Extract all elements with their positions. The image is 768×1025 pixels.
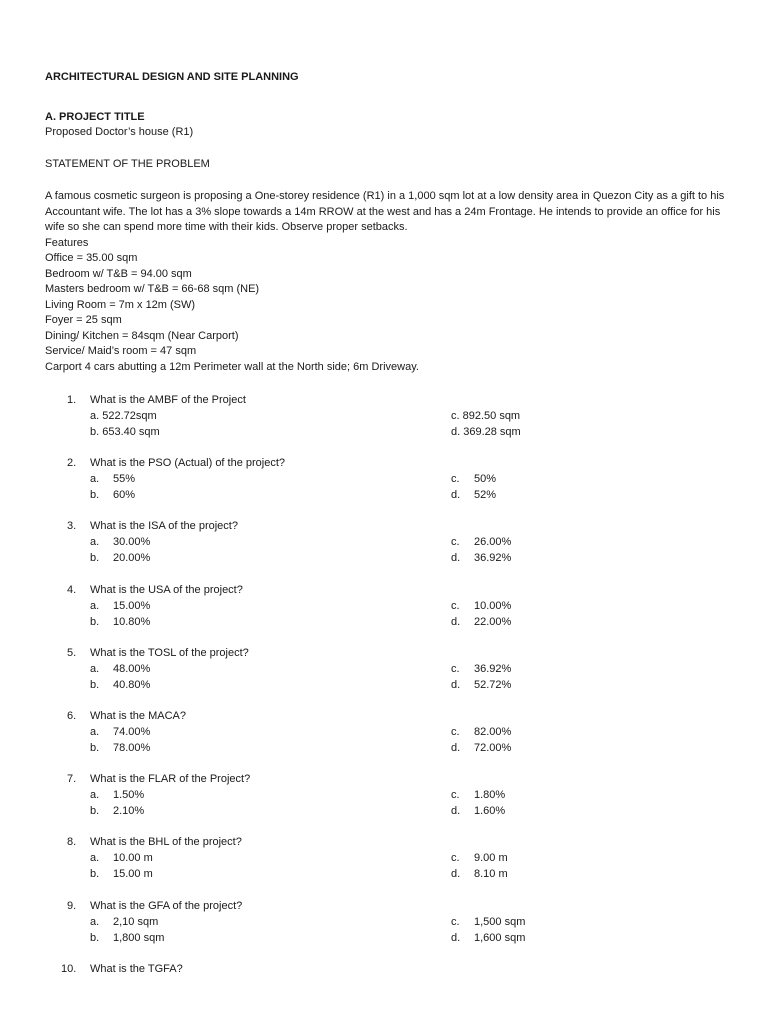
- option-letter: b.: [90, 615, 100, 628]
- question-number: 4.: [67, 583, 77, 596]
- document-title: ARCHITECTURAL DESIGN AND SITE PLANNING: [45, 71, 299, 83]
- question-number: 10.: [61, 962, 77, 975]
- features-list: [45, 251, 735, 375]
- question-item: [45, 646, 735, 709]
- option-text: 1.60%: [474, 805, 506, 818]
- option-letter: a.: [90, 662, 100, 675]
- project-title-heading: A. PROJECT TITLE: [45, 111, 145, 123]
- question-item: [45, 899, 735, 962]
- question-item: [45, 709, 735, 772]
- option-letter: d.: [451, 741, 461, 754]
- option-letter: d.: [451, 868, 461, 881]
- question-item: [45, 519, 735, 582]
- option-text: 2.10%: [113, 805, 145, 818]
- option-text: 20.00%: [113, 552, 151, 565]
- option-letter: b.: [90, 931, 100, 944]
- question-item: [45, 456, 735, 519]
- option-text: 74.00%: [113, 725, 151, 738]
- option-text: b. 653.40 sqm: [90, 426, 160, 438]
- option-text: 22.00%: [474, 615, 512, 628]
- option-letter: b.: [90, 489, 100, 502]
- option-letter: a.: [90, 599, 100, 612]
- option-letter: a.: [90, 789, 100, 802]
- option-letter: c.: [451, 599, 460, 612]
- problem-statement: [45, 189, 735, 375]
- question-number: 5.: [67, 646, 77, 659]
- option-text: 30.00%: [113, 536, 151, 549]
- feature-item: Masters bedroom w/ T&B = 66-68 sqm (NE): [45, 283, 260, 295]
- option-text: 26.00%: [474, 536, 512, 549]
- option-text: 1,600 sqm: [474, 931, 526, 944]
- feature-item: Foyer = 25 sqm: [45, 314, 122, 326]
- option-letter: d.: [451, 489, 461, 502]
- option-letter: c.: [451, 915, 460, 928]
- option-text: 60%: [113, 489, 136, 502]
- question-item: [45, 835, 735, 898]
- feature-item: Service/ Maid’s room = 47 sqm: [45, 345, 197, 357]
- option-letter: b.: [90, 868, 100, 881]
- features-heading: Features: [45, 236, 89, 249]
- option-text: 15.00 m: [113, 868, 153, 881]
- option-letter: a.: [90, 915, 100, 928]
- option-text: 82.00%: [474, 725, 512, 738]
- option-text: 10.00 m: [113, 852, 153, 865]
- feature-item: Bedroom w/ T&B = 94.00 sqm: [45, 267, 192, 280]
- option-text: 1.50%: [113, 789, 145, 802]
- question-item: [45, 393, 735, 456]
- question-number: 8.: [67, 836, 77, 849]
- question-text: What is the BHL of the project?: [90, 836, 242, 849]
- option-text: 50%: [474, 473, 497, 486]
- option-letter: d.: [451, 931, 461, 944]
- option-text: 52%: [474, 489, 497, 502]
- option-text: 10.80%: [113, 615, 151, 628]
- option-letter: c.: [451, 473, 460, 486]
- option-letter: d.: [451, 805, 461, 818]
- option-text: 8.10 m: [474, 868, 508, 881]
- question-text: What is the MACA?: [90, 709, 186, 722]
- option-text: 72.00%: [474, 741, 512, 754]
- option-text: 36.92%: [474, 552, 512, 565]
- question-text: What is the ISA of the project?: [90, 520, 238, 533]
- question-number: 7.: [67, 773, 77, 786]
- option-letter: c.: [451, 536, 460, 549]
- option-letter: d.: [451, 552, 461, 565]
- question-text: What is the GFA of the project?: [90, 899, 243, 912]
- problem-text: A famous cosmetic surgeon is proposing a One-storey residence (R1) in a 1,000 sqm lot at a low density area in Quezon City as a gift to his Accountant wife. The lot has a 3% slope towards a 14m RROW at the west and has a 24m Frontage. He intends to provide an office for his wife so she can spend more time with their kids. Observe proper setbacks.: [45, 190, 725, 233]
- option-letter: c.: [451, 852, 460, 865]
- question-number: 1.: [67, 394, 77, 406]
- option-letter: c.: [451, 725, 460, 738]
- option-text: 1,800 sqm: [113, 931, 165, 944]
- option-text: 10.00%: [474, 599, 512, 612]
- question-number: 9.: [67, 899, 77, 912]
- option-letter: a.: [90, 852, 100, 865]
- feature-item: Living Room = 7m x 12m (SW): [45, 298, 196, 311]
- question-text: What is the PSO (Actual) of the project?: [90, 457, 286, 470]
- option-letter: b.: [90, 805, 100, 818]
- option-letter: b.: [90, 678, 100, 691]
- question-list: [45, 393, 735, 1025]
- option-letter: d.: [451, 678, 461, 691]
- question-text: What is the FLAR of the Project?: [90, 773, 251, 786]
- question-item: [45, 772, 735, 835]
- project-title-value: Proposed Doctor’s house (R1): [45, 126, 194, 138]
- question-text: What is the USA of the project?: [90, 583, 243, 596]
- option-letter: a.: [90, 725, 100, 738]
- option-letter: c.: [451, 789, 460, 802]
- question-text: What is the TGFA?: [90, 962, 183, 975]
- option-text: a. 522.72sqm: [90, 410, 157, 422]
- question-item: [45, 583, 735, 646]
- option-letter: b.: [90, 552, 100, 565]
- option-text: 48.00%: [113, 662, 151, 675]
- question-number: 6.: [67, 709, 77, 722]
- question-text: What is the AMBF of the Project: [90, 394, 246, 406]
- option-text: c. 892.50 sqm: [451, 410, 521, 422]
- option-text: 15.00%: [113, 599, 151, 612]
- option-text: 2,10 sqm: [113, 915, 159, 928]
- option-text: 78.00%: [113, 741, 151, 754]
- feature-item: Office = 35.00 sqm: [45, 252, 138, 264]
- option-letter: c.: [451, 662, 460, 675]
- question-number: 2.: [67, 457, 77, 470]
- option-letter: a.: [90, 473, 100, 486]
- feature-item: Carport 4 cars abutting a 12m Perimeter wall at the North side; 6m Driveway.: [45, 360, 419, 373]
- option-letter: d.: [451, 615, 461, 628]
- option-text: 55%: [113, 473, 136, 486]
- problem-heading: STATEMENT OF THE PROBLEM: [45, 158, 210, 170]
- question-number: 3.: [67, 520, 77, 533]
- option-text: 52.72%: [474, 678, 512, 691]
- option-text: 40.80%: [113, 678, 151, 691]
- question-item: [45, 962, 735, 1025]
- option-text: 1.80%: [474, 789, 506, 802]
- feature-item: Dining/ Kitchen = 84sqm (Near Carport): [45, 329, 239, 342]
- option-text: 36.92%: [474, 662, 512, 675]
- option-text: 1,500 sqm: [474, 915, 526, 928]
- option-text: d. 369.28 sqm: [451, 426, 521, 438]
- option-letter: b.: [90, 741, 100, 754]
- question-text: What is the TOSL of the project?: [90, 646, 249, 659]
- option-text: 9.00 m: [474, 852, 508, 865]
- option-letter: a.: [90, 536, 100, 549]
